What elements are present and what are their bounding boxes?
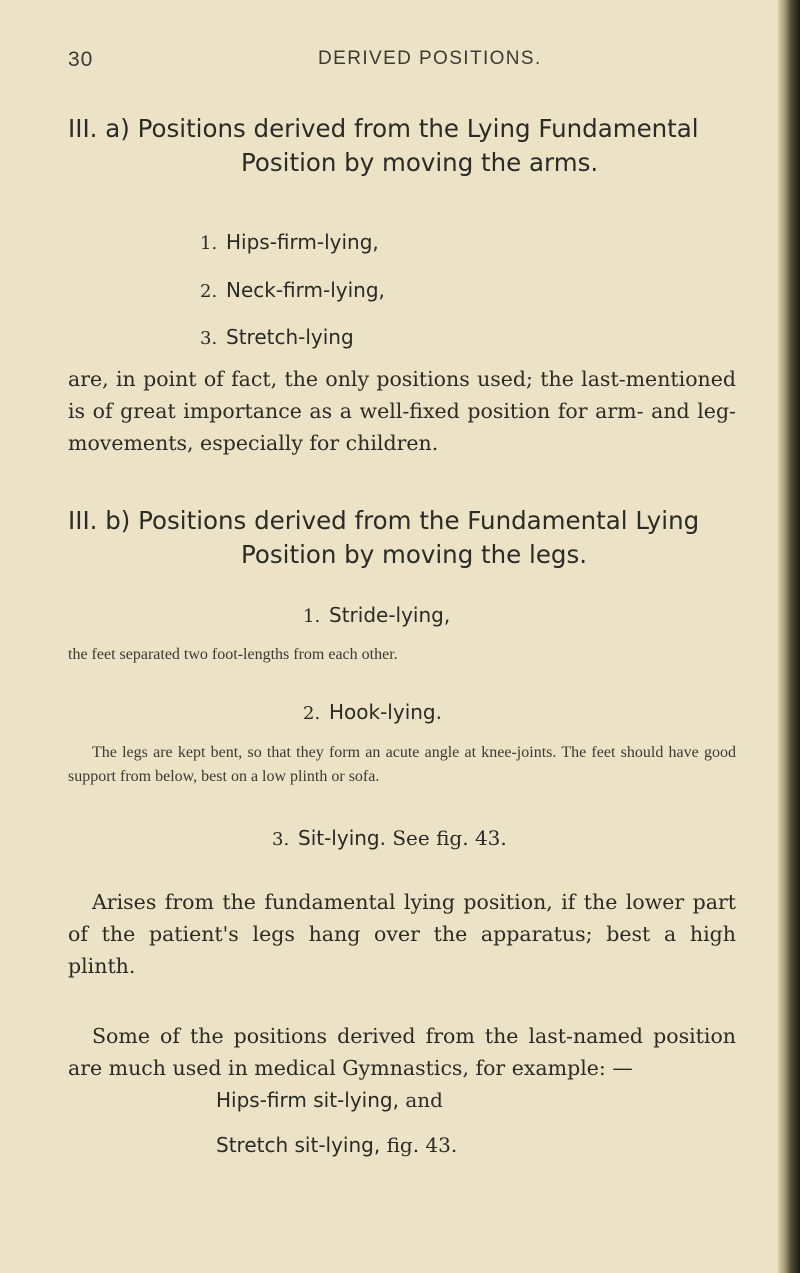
item-number: 2. — [303, 703, 321, 724]
item-label: Stride-lying, — [329, 603, 451, 627]
item-label: Sit-lying. — [298, 826, 386, 850]
item-label: Hips-firm-lying, — [226, 230, 379, 254]
item-number: 3. — [272, 829, 290, 850]
section-a-paragraph: are, in point of fact, the only positions used; the last-mentioned is of great importance as a well-fixed position for arm- and leg-movements, especially for children. — [68, 367, 736, 455]
item-label: Stretch sit-lying, — [216, 1133, 381, 1157]
item-label: Stretch-lying — [226, 325, 354, 349]
list-item — [200, 230, 379, 254]
item-label: Hook-lying. — [329, 700, 442, 724]
item-number: 2. — [200, 281, 218, 302]
final-list-item — [216, 1088, 443, 1112]
list-item — [200, 325, 354, 349]
page-edge-shadow — [778, 0, 800, 1273]
page-header — [0, 48, 800, 78]
item-suffix: and — [405, 1088, 443, 1112]
hook-lying-item — [303, 700, 442, 724]
section-a-heading — [68, 112, 748, 180]
figure-reference: See fig. 43. — [392, 826, 507, 850]
page-number: 30 — [68, 48, 94, 71]
sit-lying-description: Arises from the fundamental lying position, if the lower part of the patient's legs hang over the apparatus; best a high plinth. — [68, 890, 736, 978]
sit-lying-item — [272, 826, 507, 850]
hook-lying-description: The legs are kept bent, so that they form an acute angle at knee-joints. The feet should have good support from below, best on a low plinth or sofa. — [68, 744, 736, 785]
item-label: Neck-firm-lying, — [226, 278, 385, 302]
closing-paragraph: Some of the positions derived from the last-named position are much used in medical Gymnastics, for example: — — [68, 1024, 736, 1080]
section-b-heading-line1: III. b) Positions derived from the Fundamental Lying — [68, 506, 700, 535]
section-b-heading — [68, 504, 748, 572]
item-number: 1. — [303, 606, 321, 627]
list-item — [200, 278, 385, 302]
running-title: DERIVED POSITIONS. — [318, 48, 542, 69]
section-a-heading-line2: Position by moving the arms. — [241, 148, 599, 177]
item-suffix: fig. 43. — [386, 1133, 458, 1157]
item-number: 1. — [200, 233, 218, 254]
final-list-item — [216, 1133, 457, 1157]
section-b-heading-line2: Position by moving the legs. — [241, 540, 588, 569]
stride-lying-description: the feet separated two foot-lengths from each other. — [68, 646, 398, 663]
stride-lying-item — [303, 603, 450, 627]
item-label: Hips-firm sit-lying, — [216, 1088, 399, 1112]
section-a-heading-line1: III. a) Positions derived from the Lying Fundamental — [68, 114, 699, 143]
item-number: 3. — [200, 328, 218, 349]
